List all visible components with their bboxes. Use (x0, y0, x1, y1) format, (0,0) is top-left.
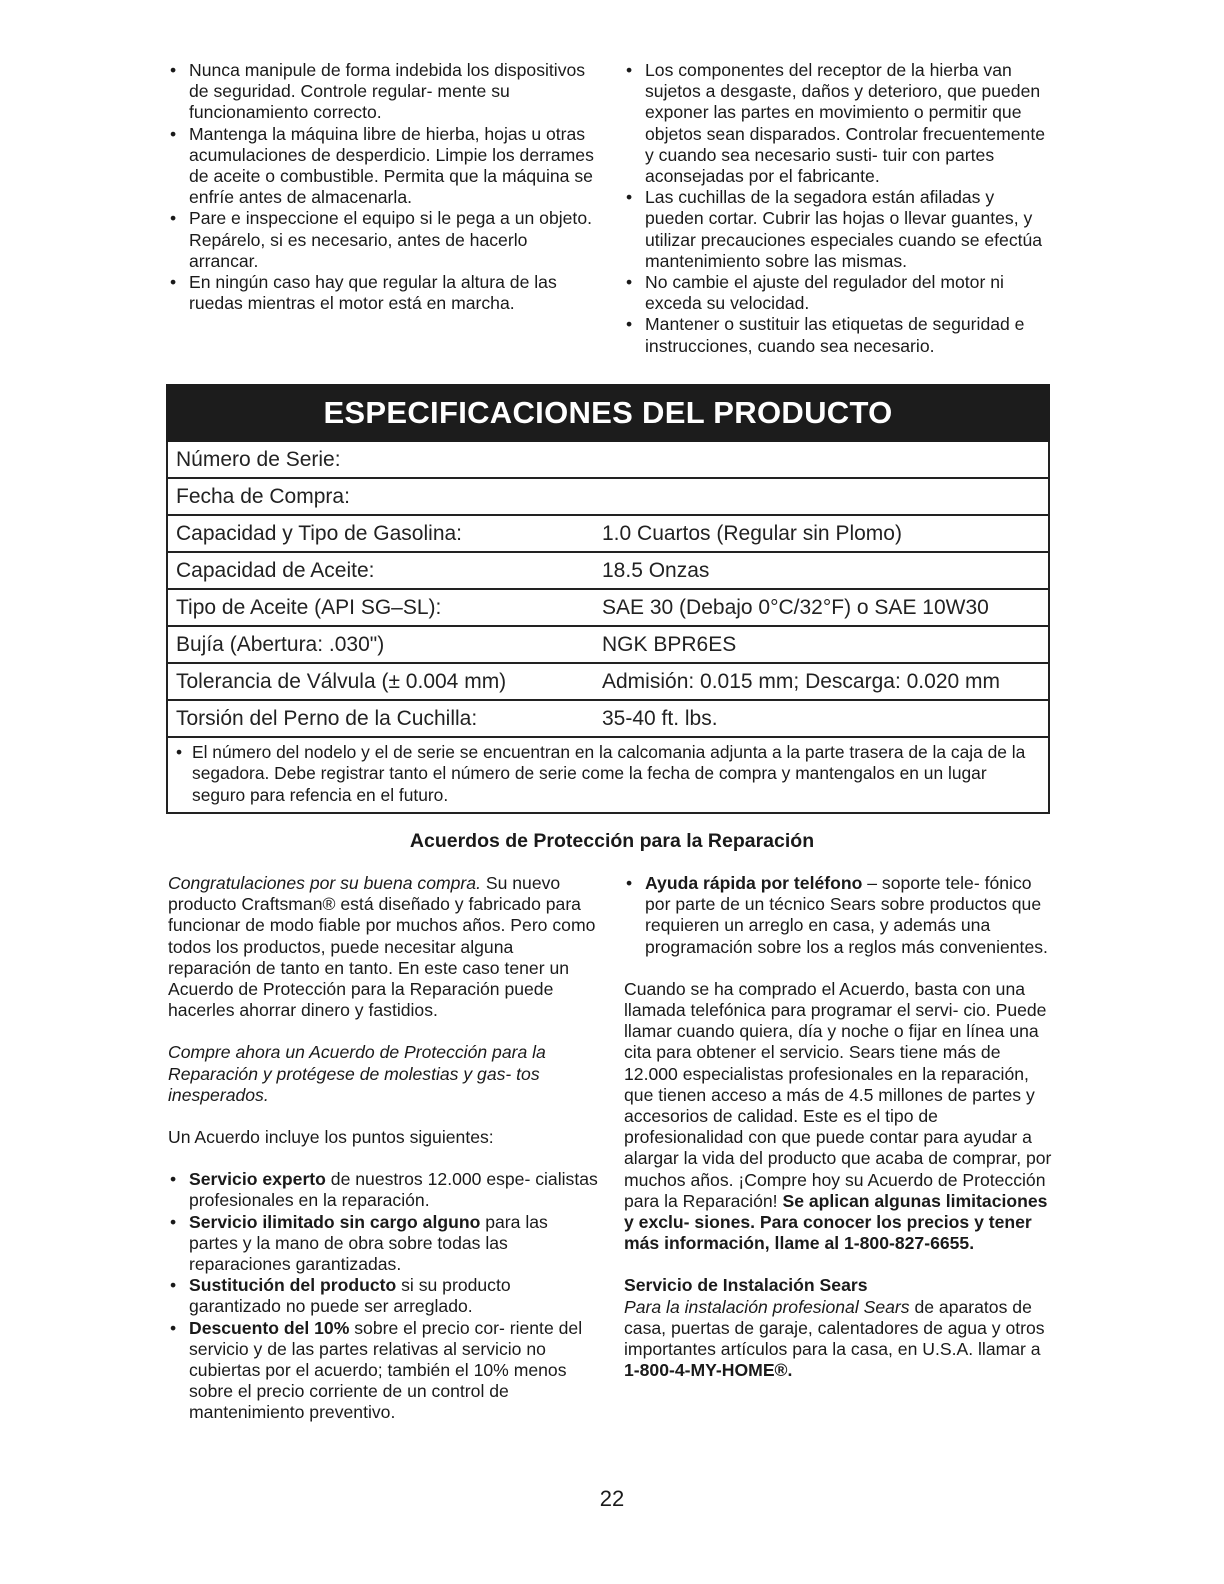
top-right-column (624, 60, 1056, 357)
spec-row (168, 664, 1048, 701)
spec-value (602, 442, 1048, 477)
spec-value: 18.5 Onzas (602, 559, 710, 582)
spec-table (166, 442, 1050, 738)
benefit-bullet (168, 1275, 598, 1317)
bullet-icon: • (176, 742, 183, 762)
bottom-left-column (168, 873, 598, 1424)
spec-label: Fecha de Compra: (176, 485, 350, 508)
page-number: 22 (599, 1486, 625, 1511)
spec-label: Tolerancia de Válvula (± 0.004 mm) (176, 670, 507, 693)
install-phone: 1-800-4-MY-HOME®. (624, 1360, 793, 1381)
install-text: de aparatos de casa, puertas de garaje, calentadores de agua y otros importantes artículos para la casa, en U.S.A. llamar a (624, 1296, 1045, 1360)
install-italic: Para la instalación profesional Sears (624, 1296, 910, 1317)
spec-row (168, 516, 1048, 553)
spec-value: 35-40 ft. lbs. (602, 707, 718, 730)
spec-value (602, 479, 1048, 514)
spec-row (168, 590, 1048, 627)
benefit-text: para las partes y la mano de obra sobre todas las reparaciones garantizadas. (189, 1211, 548, 1275)
spec-row (168, 701, 1048, 738)
spec-note (166, 738, 1050, 814)
benefit-bold: Servicio experto (189, 1169, 326, 1190)
benefit-bold: Descuento del 10% (189, 1317, 350, 1338)
benefit-bullet (168, 1212, 598, 1276)
benefit-bold: Sustitución del producto (189, 1275, 397, 1296)
top-left-column (168, 60, 598, 314)
benefit-bullet (168, 1169, 598, 1211)
install-paragraph (624, 1297, 1058, 1382)
spec-value: 1.0 Cuartos (Regular sin Plomo) (602, 522, 902, 545)
safety-bullet: • Mantenga la máquina libre de hierba, hojas u otras acumulaciones de desperdicio. Limpie los derrames de aceite o combustible. Permita que la máquina se enfríe antes de almacenarla. (168, 124, 598, 209)
product-specifications (166, 384, 1050, 814)
spec-row (168, 479, 1048, 516)
spec-label: Capacidad y Tipo de Gasolina: (176, 522, 463, 545)
bottom-right-column (624, 873, 1058, 1381)
benefit-bullet (168, 1318, 598, 1424)
spec-value: NGK BPR6ES (602, 633, 737, 656)
intro-paragraph (168, 873, 598, 1021)
benefit-text: sobre el precio cor- riente del servicio y de las partes relativas al servicio no cubiertas por el acuerdo; también el 10% menos sobre el precio corriente de un control de mantenimiento preventivo. (189, 1317, 583, 1423)
spec-label: Tipo de Aceite (API SG–SL): (176, 596, 442, 619)
agreement-paragraph (624, 979, 1058, 1255)
spec-value: Admisión: 0.015 mm; Descarga: 0.020 mm (602, 670, 1000, 693)
agreement-bold-text: Se aplican algunas limitaciones y exclu- siones. Para conocer los precios y tener más información, llame al 1-800-827-6655. (624, 1190, 1048, 1254)
spec-row (168, 553, 1048, 590)
includes-text: Un Acuerdo incluye los puntos siguientes: (168, 1127, 494, 1148)
agreement-text: Cuando se ha comprado el Acuerdo, basta con una llamada telefónica para programar el servi- cio. Puede llamar cuando quiera, día y noche o fijar en línea una cita para obtener el servicio. Sears tiene más de 12.000 especialistas profesionales en la reparación, que tienen acceso a más de 4.5 millones de partes y accesorios de calidad. Este es el tipo de profesionalidad con que puede contar para ayudar a alargar la vida del producto que acaba de comprar, por muchos años. ¡Compre hoy su Acuerdo de Protección para la Reparación! (624, 978, 1052, 1211)
spec-label: Bujía (Abertura: .030") (176, 633, 385, 656)
safety-bullet: • En ningún caso hay que regular la altura de las ruedas mientras el motor está en marcha. (168, 272, 598, 314)
benefit-text: si su producto garantizado no puede ser arreglado. (189, 1275, 511, 1317)
spec-note-text: El número del nodelo y el de serie se encuentran en la calcomania adjunta a la parte trasera de la caja de la segadora. Debe registrar tanto el número de serie come la fecha de compra y mantengalos en un lugar seguro para refencia en el futuro. (192, 742, 1026, 805)
safety-bullet: • Nunca manipule de forma indebida los dispositivos de seguridad. Controle regular- mente su funcionamiento correcto. (168, 60, 598, 124)
italic-paragraph: Compre ahora un Acuerdo de Protección para la Reparación y protégese de molestias y gas- tos inesperados. (168, 1042, 546, 1105)
intro-italic: Congratulaciones por su buena compra. (168, 873, 481, 893)
spec-title: ESPECIFICACIONES DEL PRODUCTO (166, 384, 1050, 442)
section-title: Acuerdos de Protección para la Reparación (409, 830, 815, 852)
spec-value: SAE 30 (Debajo 0°C/32°F) o SAE 10W30 (602, 596, 989, 619)
safety-bullet: • Mantener o sustituir las etiquetas de seguridad e instrucciones, cuando sea necesario. (624, 314, 1056, 356)
safety-bullet: • Pare e inspeccione el equipo si le pega a un objeto. Repárelo, si es necesario, antes de hacerlo arrancar. (168, 208, 598, 272)
safety-bullet: • Las cuchillas de la segadora están afiladas y pueden cortar. Cubrir las hojas o llevar guantes, y utilizar precauciones especiales cuando se efectúa mantenimiento sobre las mismas. (624, 187, 1056, 272)
spec-label: Capacidad de Aceite: (176, 559, 375, 582)
spec-label: Número de Serie: (176, 448, 341, 471)
install-title: Servicio de Instalación Sears (624, 1275, 868, 1296)
benefit-bold: Ayuda rápida por teléfono (645, 873, 863, 893)
benefit-bold: Servicio ilimitado sin cargo alguno (189, 1211, 481, 1232)
safety-bullet: • No cambie el ajuste del regulador del motor ni exceda su velocidad. (624, 272, 1056, 314)
spec-row (168, 442, 1048, 479)
benefit-text: – soporte tele- fónico por parte de un técnico Sears sobre productos que requieren un arreglo en casa, y además una programación sobre los a reglos más convenientes. (645, 873, 1048, 957)
spec-label: Torsión del Perno de la Cuchilla: (176, 707, 478, 730)
benefit-bullet (624, 873, 1058, 958)
benefit-text: de nuestros 12.000 espe- cialistas profesionales en la reparación. (189, 1169, 598, 1211)
intro-text: Su nuevo producto Craftsman® está diseñado y fabricado para funcionar de modo fiable por muchos años. Pero como todos los productos, puede necesitar alguna reparación de tanto en tanto. En este caso tener un Acuerdo de Protección para la Reparación puede hacerles ahorrar dinero y fastidios. (168, 873, 596, 1021)
safety-bullet: • Los componentes del receptor de la hierba van sujetos a desgaste, daños y deterioro, que pueden exponer las partes en movimiento o permitir que objetos sean disparados. Controlar frecuentemente y cuando sea necesario susti- tuir con partes aconsejadas por el fabricante. (624, 60, 1056, 187)
spec-row (168, 627, 1048, 664)
